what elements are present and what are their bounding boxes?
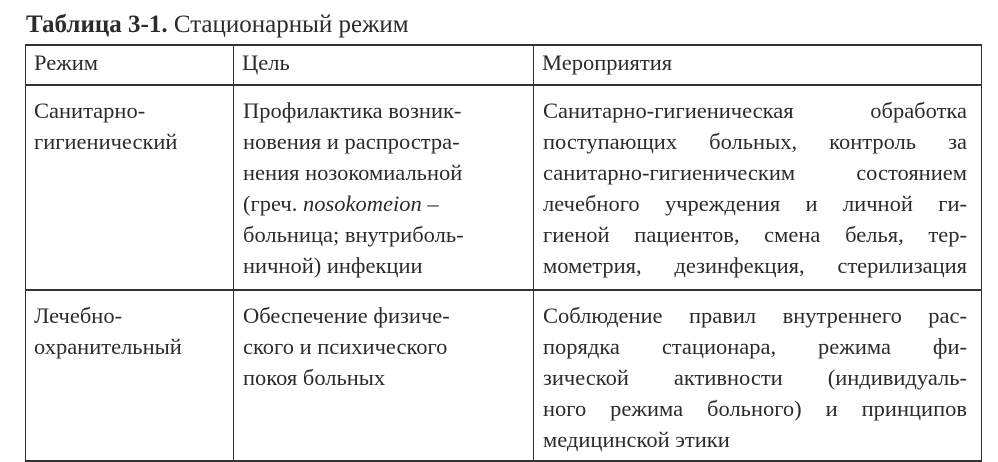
cell-measures xyxy=(534,290,982,461)
text-line: медицинской этики xyxy=(543,427,730,452)
text-line: поступающих больных, контроль за xyxy=(543,129,967,154)
text-line: порядка стационара, режима фи- xyxy=(543,334,967,359)
text-line: мометрия, дезинфекция, стерилизация xyxy=(543,253,967,278)
text-line: новения и распростра- xyxy=(243,129,460,154)
table-number: Таблица 3-1. xyxy=(26,11,168,38)
text-line: Санитарно- xyxy=(34,98,146,123)
cell-mode xyxy=(26,85,234,290)
text-line: ничной) инфекции xyxy=(243,253,423,278)
text-line: зической активности (индивидуаль- xyxy=(543,365,967,390)
cell-goal xyxy=(234,290,534,461)
text-line: нения нозокомиальной xyxy=(243,160,463,185)
text-line: Санитарно-гигиеническая обработка xyxy=(543,98,967,123)
text-line: ного режима больного) и принципов xyxy=(543,396,967,421)
text-line: ского и психического xyxy=(243,334,448,359)
text-line: лечебного учреждения и личной ги- xyxy=(543,191,967,216)
table-caption xyxy=(26,10,409,40)
greek-term: nosokomeion xyxy=(302,191,422,216)
text-line: охранительный xyxy=(34,334,182,359)
text-line: Профилактика возник- xyxy=(243,98,462,123)
text-line: покоя больных xyxy=(243,365,386,390)
regimen-table xyxy=(25,44,982,462)
header-mode: Режим xyxy=(26,45,234,85)
table-row xyxy=(26,85,982,290)
text-line: гигиенический xyxy=(34,129,178,154)
cell-goal xyxy=(234,85,534,290)
text-line-greek xyxy=(243,188,525,219)
cell-mode xyxy=(26,290,234,461)
greek-prefix: (греч. xyxy=(243,191,303,216)
text-line: Соблюдение правил внутреннего рас- xyxy=(543,303,967,328)
header-measures: Мероприятия xyxy=(534,45,982,85)
table-header-row xyxy=(26,45,982,85)
header-goal: Цель xyxy=(234,45,534,85)
table-row xyxy=(26,290,982,461)
text-line: больница; внутриболь- xyxy=(243,222,464,247)
greek-suffix: – xyxy=(421,191,439,216)
text-line: санитарно-гигиеническим состоянием xyxy=(543,160,967,185)
cell-measures xyxy=(534,85,982,290)
text-line: Обеспечение физиче- xyxy=(243,303,450,328)
text-line: Лечебно- xyxy=(34,303,123,328)
table-title: Стационарный режим xyxy=(167,11,409,38)
text-line: гиеной пациентов, смена белья, тер- xyxy=(543,222,967,247)
